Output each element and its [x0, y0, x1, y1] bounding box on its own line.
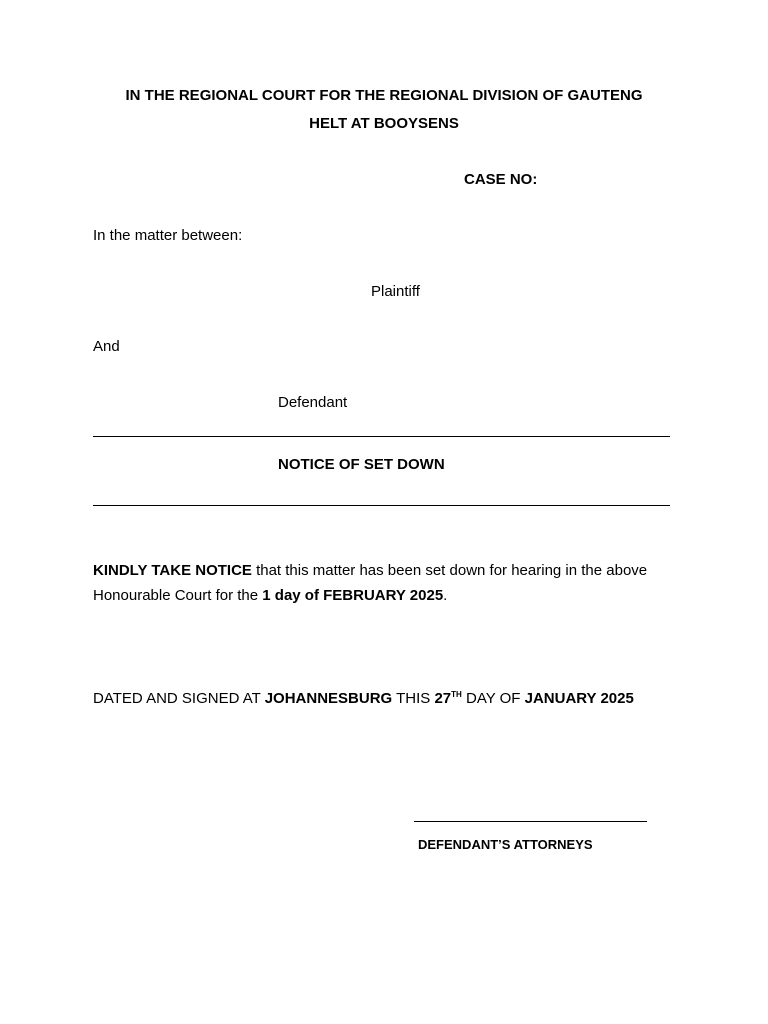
- plaintiff-label: Plaintiff: [371, 283, 420, 300]
- bottom-divider: [93, 505, 670, 506]
- notice-title: NOTICE OF SET DOWN: [278, 456, 445, 473]
- top-divider: [93, 436, 670, 437]
- dated-signed-line: [93, 690, 634, 708]
- court-title-line1: IN THE REGIONAL COURT FOR THE REGIONAL DIVISION OF GAUTENG: [125, 87, 643, 104]
- defendant-label: Defendant: [278, 394, 348, 411]
- notice-end: .: [443, 587, 448, 604]
- notice-lead: KINDLY TAKE NOTICE: [93, 562, 252, 579]
- notice-text: that this matter has been set down for hearing in the above Honourable Court for the: [93, 562, 648, 604]
- matter-between-text: In the matter between:: [93, 227, 243, 244]
- dated-day: 27: [434, 690, 452, 707]
- hearing-date: 1 day of FEBRUARY 2025: [262, 587, 444, 604]
- dated-this: THIS: [392, 690, 435, 707]
- dated-day-of: DAY OF: [461, 690, 525, 707]
- dated-month-year: JANUARY 2025: [524, 690, 634, 707]
- and-label: And: [93, 338, 120, 355]
- signature-label: DEFENDANT’S ATTORNEYS: [418, 837, 593, 852]
- dated-day-suffix: TH: [451, 690, 462, 699]
- court-title-line2: HELT AT BOOYSENS: [309, 115, 459, 132]
- dated-place: JOHANNESBURG: [264, 690, 393, 707]
- signature-line: [414, 821, 647, 822]
- case-number-label: CASE NO:: [464, 171, 538, 188]
- dated-prefix: DATED AND SIGNED AT: [93, 690, 265, 707]
- notice-paragraph: [93, 558, 683, 608]
